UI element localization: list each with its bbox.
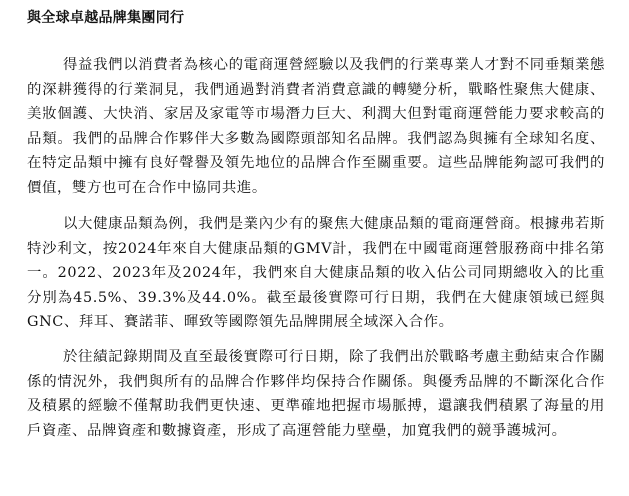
paragraph-health-category: 以大健康品類為例，我們是業內少有的聚焦大健康品類的電商運營商。根據弗若斯特沙利文，按2024年來自大健康品類的GMV計，我們在中國電商運營服務商中排名第一。2022、2023年及2024年，我們來自大健康品類的收入佔公司同期總收入的比重分別為45.5%、39.3%及44.0%。截至最後實際可行日期，我們在大健康領域已經與GNC、拜耳、賽諾菲、暉致等國際領先品牌開展全域深入合作。: [27, 216, 605, 331]
paragraph-brand-focus: 得益我們以消費者為核心的電商運營經驗以及我們的行業專業人才對不同垂類業態的深耕獲得的行業洞見，我們通過對消費者消費意識的轉變分析，戰略性聚焦大健康、美妝個護、大快消、家居及家電等市場潛力巨大、利潤大但對電商運營能力要求較高的品類。我們的品牌合作夥伴大多數為國際頭部知名品牌。我們認為與擁有全球知名度、在特定品類中擁有良好聲譽及領先地位的品牌合作至關重要。這些品牌能夠認可我們的價值，雙方也可在合作中協同共進。: [27, 57, 605, 196]
section-heading: 與全球卓越品牌集團同行: [27, 10, 185, 26]
paragraph-partnerships: 於往績記錄期間及直至最後實際可行日期，除了我們出於戰略考慮主動結束合作關係的情況外，我們與所有的品牌合作夥伴均保持合作關係。與優秀品牌的不斷深化合作及積累的經驗不僅幫助我們更快速、更準確地把握市場脈搏，還讓我們積累了海量的用戶資產、品牌資產和數據資產，形成了高運營能力壁壘，加寬我們的競爭護城河。: [27, 349, 605, 439]
